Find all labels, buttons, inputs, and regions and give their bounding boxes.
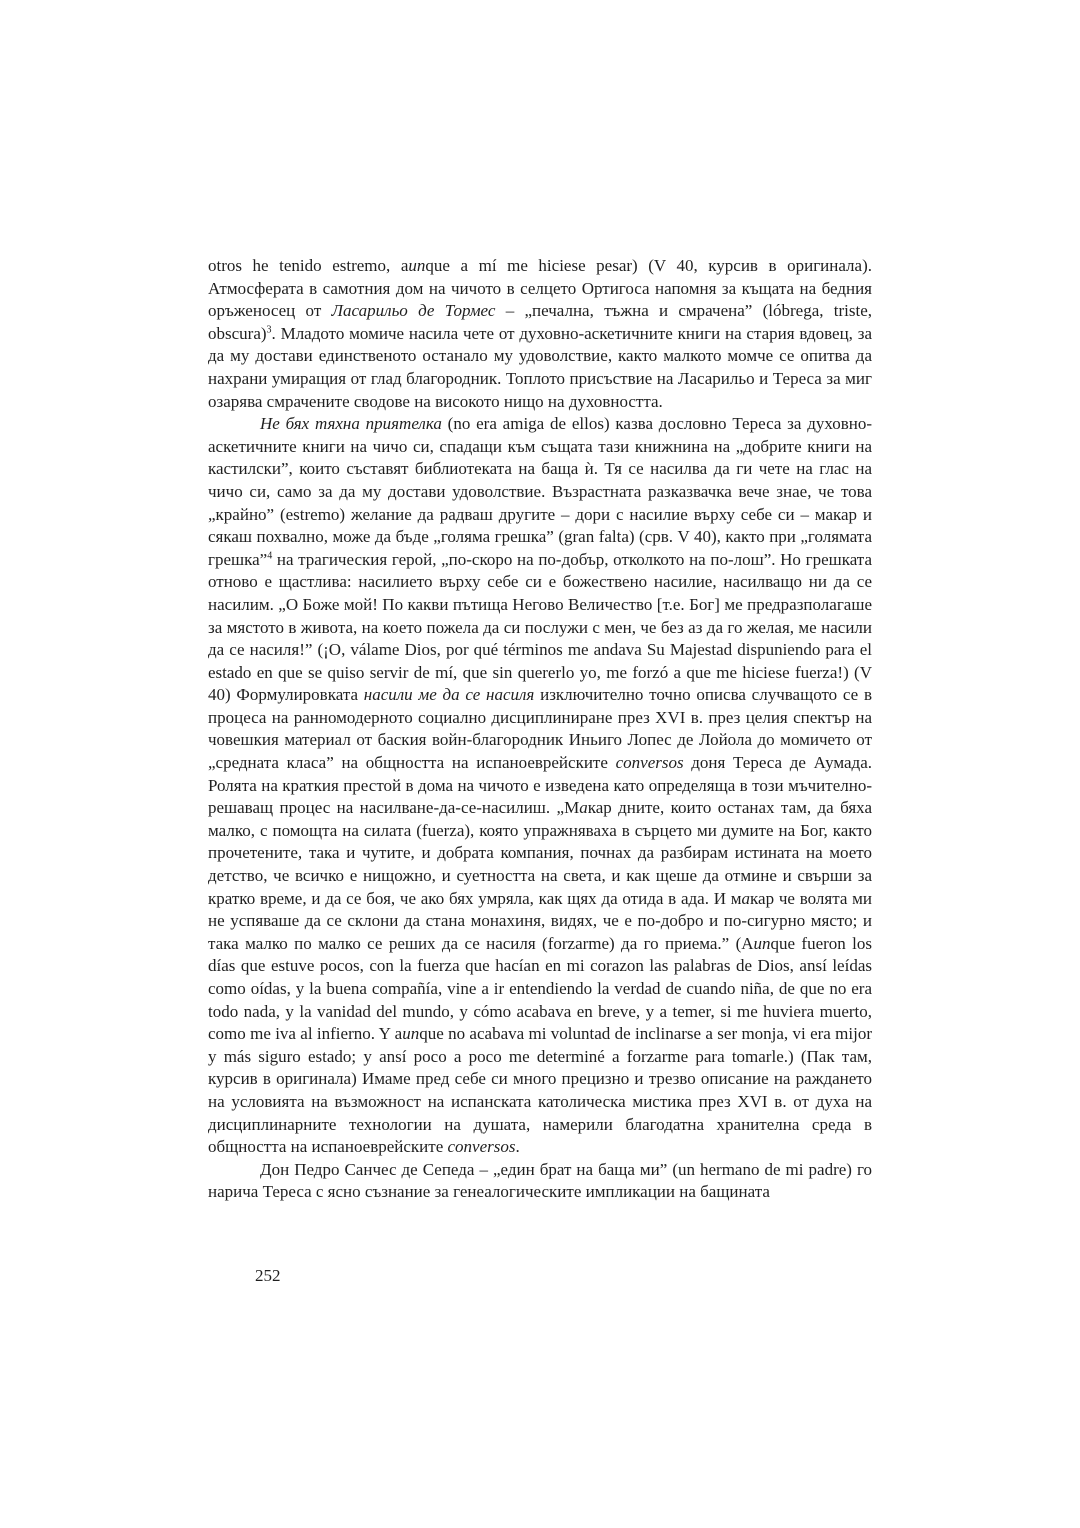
text-run: otros he tenido estremo, a [208,256,409,275]
text-run: изключително точно описва случващото се в процеса на ранномодерното социално дисциплиниране през XVI в. през целия спектър на човешкия материал от баския войн-благородник Иньиго Лопес де Лойола до момичето от „средната класа” на общността на испаноеврейските [208,685,873,773]
text-run: que fueron los días que estuve pocos, con la fuerza que hacían en mi corazon las palabras de Dios, ansí leídas como oídas, y la buena compañía, vine a ir entendiendo la verdad de cuando niña, de que no era todo nada, y la vanidad del mundo, y cómo acabava en breve, y a temer, si me huviera muerto, como me iva al infierno. Y a [208,933,872,1044]
italic-text: un [753,933,771,953]
paragraph [208,1159,872,1204]
text-run: кар че волята ми не успяваше да се склони да стана монахиня, видях, че е по-добро и по-сигурно място; и така малко по малко се реших да се насиля (forzarme) да го приема.” (A [208,888,873,953]
italic-text: conversos [447,1137,516,1157]
text-run: (no era amiga de ellos) казва дословно Тереса за духовно-аскетичните книги на чичо си, спадащи към същата тази книжнина на „добрите книги на кастилски”, които съставят библиотеката на баща ѝ. Тя се насилва да ги чете на глас на чичо си, само за да му достави удоволствие. Възрастната разказвачка вече знае, че това „крайно” (estremo) желание да радваш другите – дори с насилие върху себе си – макар и сякаш похвално, може да бъде „голяма грешка” (gran falta) (срв. V 40), както при „голямата грешка” [208,414,872,569]
text-run: . Младото момиче насила чете от духовно-аскетичните книги на стария вдовец, за да му достави единственото останало му удоволствие, както малкото момче се опитва да нахрани умиращия от глад благородник. Топлото присъствие на Ласарильо и Тереса за миг озарява смрачените сводове на високото нищо на духовността. [208,323,872,411]
footnote-marker: 4 [267,550,273,562]
text-run: Дон Педро Санчес де Сепеда – „един брат на баща ми” (un hermano de mi padre) го нарича Тереса с ясно съзнание за генеалогическите импликации на бащината [208,1159,872,1202]
footnote-marker: 3 [266,324,272,336]
paragraph [208,255,872,413]
italic-text: а [579,798,588,818]
italic-text: conversos [615,753,684,773]
paragraph [208,413,872,1159]
text-run: que a mí me hiciese pesar) (V 40, курсив в оригинала). Атмосферата в самотния дом на чичото в селцето Ортигоса напомня за къщата на бедния оръженосец от [208,256,873,321]
italic-text: а [741,888,751,908]
text-run: на трагическия герой, „по-скоро на по-добър, отколкото на по-лош”. Но грешката отново е щастлива: насилието върху себе си е божествено насилие, насилващо ни да се насилим. „О Боже мой! По какви пътища Негово Величество [т.е. Бог] ме предразполагаше за мястото в живота, на което пожела да си послужи с мен, че без аз да го желая, ме насили да се насиля!” (¡O, válame Dios, por qué términos me andava Su Majestad dispuniendo para el estado en que se quiso servir de mí, que sin quererlo yo, me forzó a que me hiciese fuerza!) (V 40) Формулировката [208,549,872,705]
italic-text: un [408,256,426,275]
text-run: . [515,1137,520,1157]
text-run: que no acabava mi voluntad de inclinarse a ser monja, vi era mijor y más siguro estado; y ansí poco a poco me determiné a forzarme para tomarle.) (Пак там, курсив в оригинала) Имаме пред себе си много прецизно и трезво описание на раждането на условията на възможност на испанската католическа мистика през XVI в. от духа на дисциплинарните технологии на душата, намерили благодатна хранителна среда в общността на испаноеврейските [208,1024,872,1157]
body-text [208,255,872,1204]
italic-text: насили ме да се насиля [363,685,535,705]
text-run: – „печална, тъжна и смрачена” (lóbrega, triste, obscura) [208,301,873,343]
italic-text: Не бях тяхна приятелка [260,414,442,434]
text-run: кар дните, които останах там, да бяха малко, с помощта на силата (fuerza), която упражняваха в сърцето ми думите на Бог, както прочетените, така и чутите, и добрата компания, почнах да разбирам истината на моето детство, че всичко е нищожно, и суетността на света, и как щеше да отмине и свърши за кратко време, и да се боя, че ако бях умряла, как щях да отида в ада. И м [208,798,872,908]
italic-text: un [402,1024,420,1044]
italic-text: Ласарильо де Тормес [331,301,496,321]
page-number: 252 [255,1266,281,1285]
text-run: доня Тереса де Аумада. Ролята на краткия престой в дома на чичото е изведена като определяща в този мъчително-решаващ процес на насилване-да-се-насилиш. „М [208,753,872,818]
